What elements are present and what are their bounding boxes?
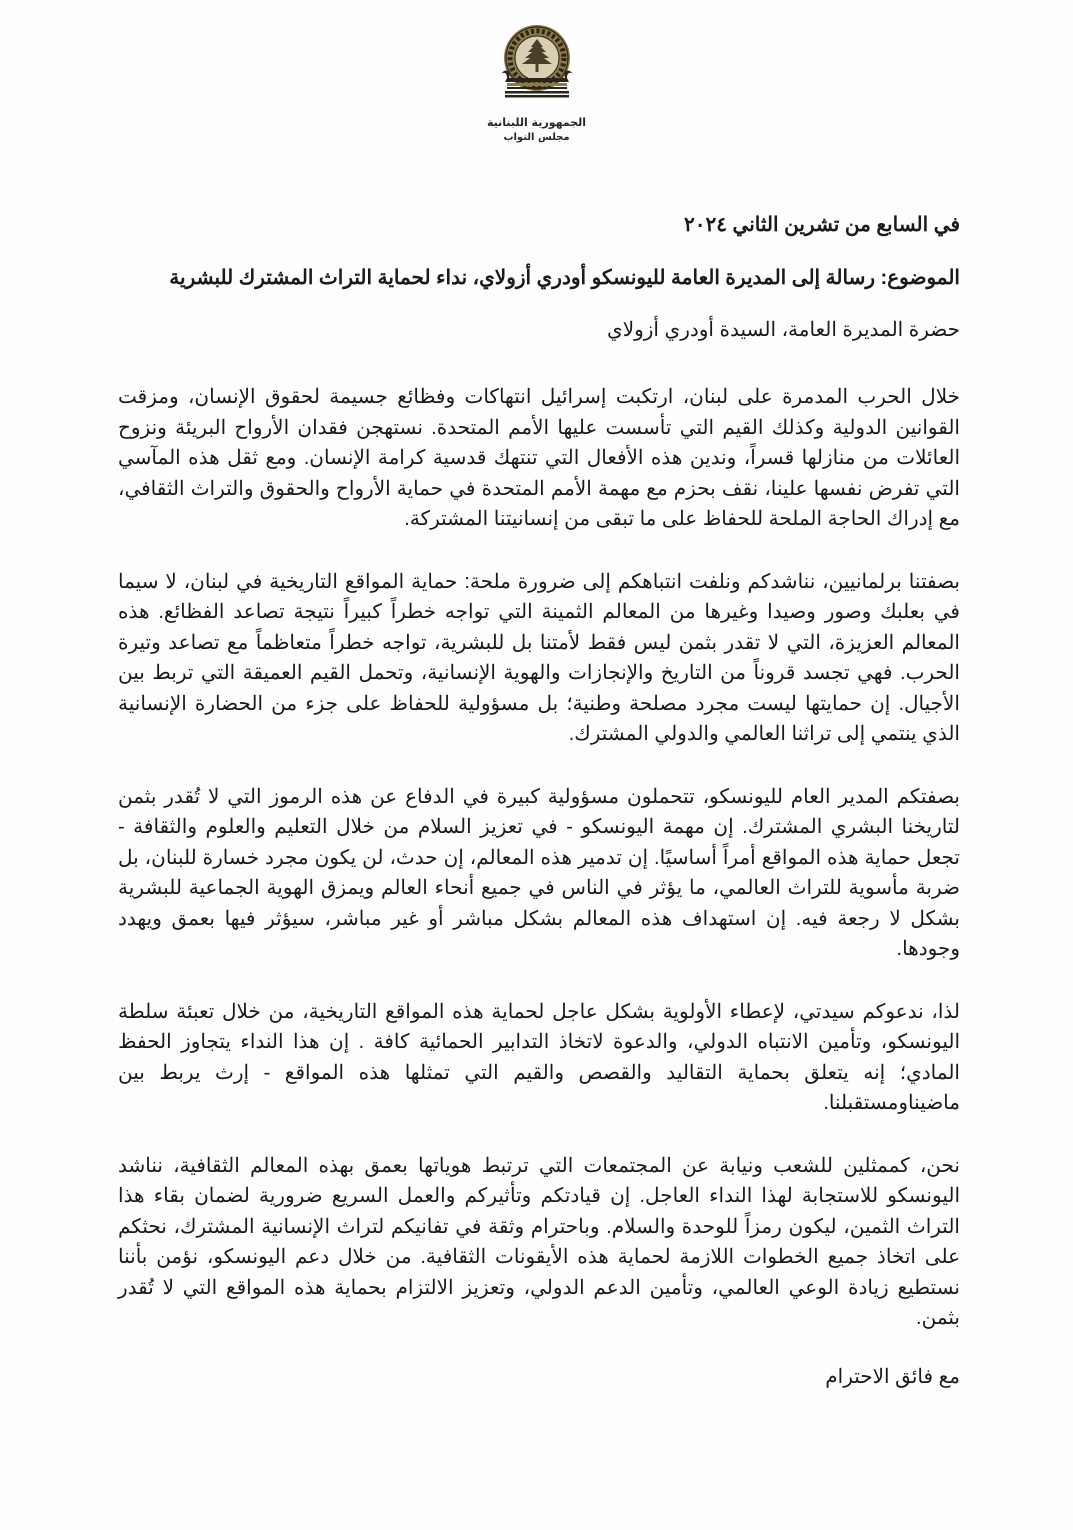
paragraph-5: نحن، كممثلين للشعب ونيابة عن المجتمعات التي ترتبط هوياتها بعمق بهذه المعالم الثقافية، نناشد اليونسكو للاستجابة لهذا النداء العاجل. إن قيادتكم وتأثيركم والعمل السريع ضرورية لضمان بقاء هذا التراث الثمين، ليكون رمزاً للوحدة والسلام. وباحترام وثقة في تفانيكم لتراث الإنسانية المشترك، نحثكم على اتخاذ جميع الخطوات اللازمة لحماية هذه الأيقونات الثقافية. من خلال دعم اليونسكو، نؤمن بأننا نستطيع زيادة الوعي العالمي، وتأمين الدعم الدولي، وتعزيز الالتزام بحماية هذه المواقع التي لا تُقدر بثمن. [118, 1154, 960, 1329]
letter-closing: مع فائق الاحترام [825, 1366, 960, 1388]
letterhead-republic-name: الجمهورية اللبنانية [486, 116, 587, 129]
parliament-emblem-icon [487, 22, 587, 114]
paragraph-3: بصفتكم المدير العام لليونسكو، تتحملون مسؤولية كبيرة في الدفاع عن هذه الرموز التي لا تُقدر بثمن لتاريخنا البشري المشترك. إن مهمة اليونسكو - في تعزيز السلام من خلال التعليم والعلوم والثقافة - تجعل حماية هذه المواقع أمراً أساسيًا. إن تدمير هذه المعالم، إن حدث، لن يكون مجرد خسارة للبنان، بل ضربة مأسوية للتراث العالمي، ما يؤثر في الناس في جميع أنحاء العالم ويمزق الهوية الجماعية للبشرية بشكل لا رجعة فيه. إن استهداف هذه المعالم بشكل مباشر أو غير مباشر، سيؤثر فيها بعمق ويهدد وجودها. [118, 785, 960, 960]
letterhead [0, 22, 1073, 143]
letterhead-parliament-name: مجلس النواب [503, 132, 570, 143]
paragraph-4: لذا، ندعوكم سيدتي، لإعطاء الأولوية بشكل عاجل لحماية هذه المواقع التاريخية، من خلال تعبئة سلطة اليونسكو، وتأمين الانتباه الدولي، والدعوة لاتخاذ التدابير الحمائية كافة . إن هذا النداء يتجاوز الحفظ المادي؛ إنه يتعلق بحماية التقاليد والقصص والقيم التي تمثلها هذه المواقع - إرث يربط بين ماضيناومستقبلنا. [118, 1000, 960, 1114]
letter-salutation: حضرة المديرة العامة، السيدة أودري أزولاي [607, 319, 960, 341]
letter-body [118, 210, 960, 1334]
paragraph-2: بصفتنا برلمانيين، نناشدكم ونلفت انتباهكم إلى ضرورة ملحة: حماية المواقع التاريخية في لبنان، لا سيما في بعلبك وصور وصيدا وغيرها من المعالم الثمينة التي تواجه خطراً كبيراً نتيجة تصاعد الفظائع. هذه المعالم العزيزة، التي لا تقدر بثمن ليس فقط لأمتنا بل للبشرية، تواجه خطراً متعاظماً مع تصاعد وتيرة الحرب. فهي تجسد قروناً من التاريخ والإنجازات والهوية الإنسانية، وتحمل القيم العميقة التي تربط بين الأجيال. إن حمايتها ليست مجرد مصلحة وطنية؛ بل مسؤولية للحفاظ على جزء من الحضارة الإنسانية الذي ينتمي إلى تراثنا العالمي والدولي المشترك. [118, 570, 960, 745]
letter-subject: الموضوع: رسالة إلى المديرة العامة لليونسكو أودري أزولاي، نداء لحماية التراث المشترك للبشرية [169, 267, 960, 289]
letter-date: في السابع من تشرين الثاني ٢٠٢٤ [684, 214, 960, 236]
paragraph-1: خلال الحرب المدمرة على لبنان، ارتكبت إسرائيل انتهاكات وفظائع جسيمة لحقوق الإنسان، ومزقت القوانين الدولية وكذلك القيم التي تأسست عليها الأمم المتحدة. نستهجن فقدان الأرواح البريئة ونزوح العائلات من منازلها قسراً، وندين هذه الأفعال التي تنتهك قدسية كرامة الإنسان. ومع ثقل هذه المآسي التي تفرض نفسها علينا، نقف بحزم مع مهمة الأمم المتحدة في حماية الأرواح والحقوق والتراث الثقافي، مع إدراك الحاجة الملحة للحفاظ على ما تبقى من إنسانيتنا المشتركة. [118, 386, 960, 530]
